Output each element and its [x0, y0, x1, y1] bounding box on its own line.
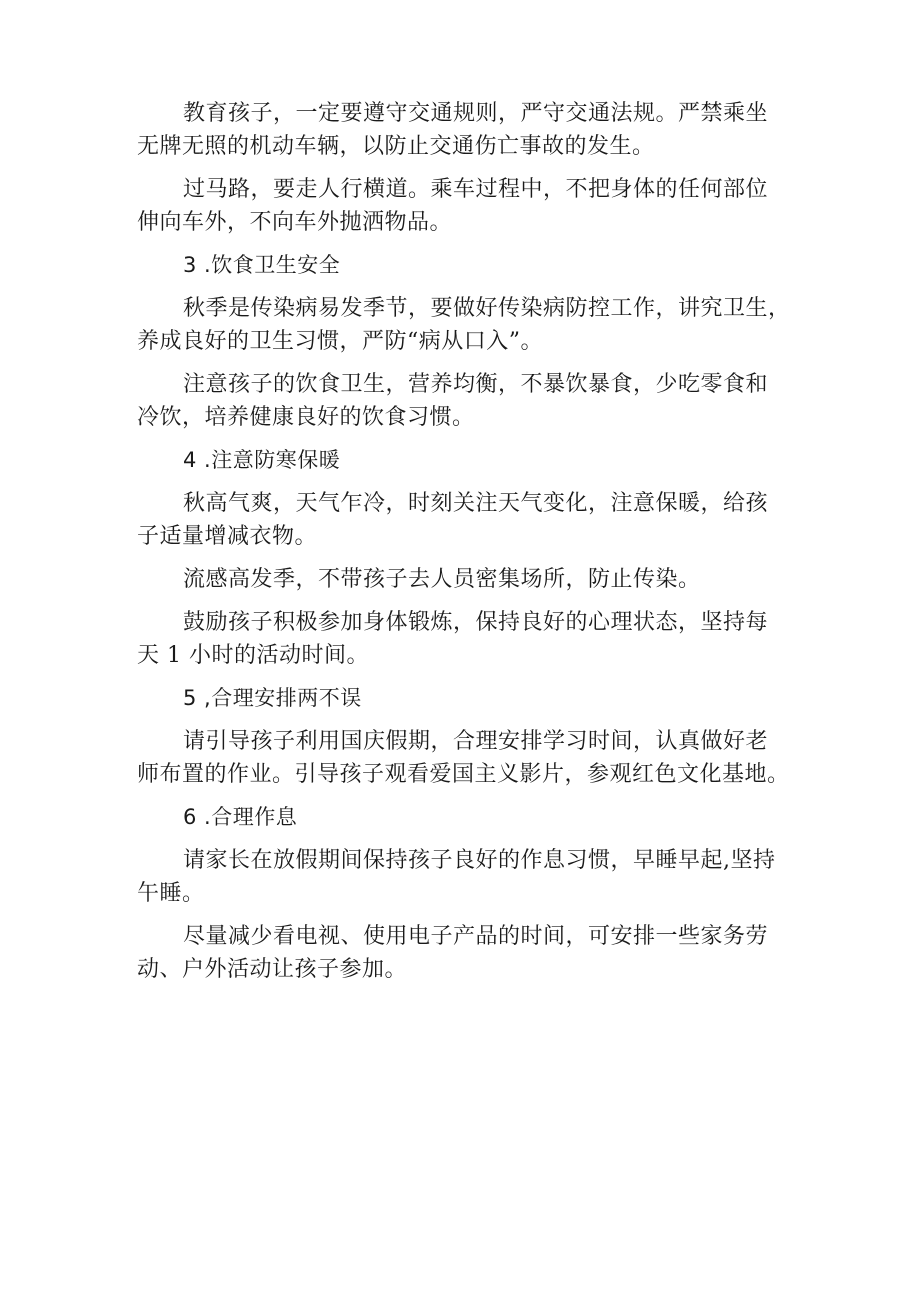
- paragraph-crossing-road: [137, 173, 807, 239]
- text-line: 流感高发季，不带孩子去人员密集场所，防止传染。: [183, 567, 701, 592]
- paragraph-weather: [137, 487, 807, 553]
- paragraph-flu-season: [137, 563, 807, 596]
- text-line: 尽量减少看电视、使用电子产品的时间，可安排一些家务劳: [183, 924, 769, 949]
- section-heading-study-plan: 5 ,合理安排两不误: [183, 686, 362, 710]
- document-body: [137, 97, 807, 996]
- text-line: 冷饮，培养健康良好的饮食习惯。: [137, 405, 475, 430]
- text-line: 秋季是传染病易发季节，要做好传染病防控工作，讲究卫生，: [183, 296, 791, 321]
- text-line: 秋高气爽，天气乍冷，时刻关注天气变化，注意保暖，给孩: [183, 491, 769, 516]
- text-line: 过马路，要走人行横道。乘车过程中，不把身体的任何部位: [183, 177, 769, 202]
- paragraph-exercise: [137, 606, 807, 672]
- paragraph-diet-hygiene: [137, 368, 807, 434]
- text-line: 师布置的作业。引导孩子观看爱国主义影片，参观红色文化基地。: [137, 762, 790, 787]
- text-line: 子适量增减衣物。: [137, 524, 318, 549]
- text-line: 伸向车外，不向车外抛洒物品。: [137, 210, 453, 235]
- paragraph-sleep-habits: [137, 844, 807, 910]
- text-line: 请家长在放假期间保持孩子良好的作息习惯，早睡早起,坚持: [183, 848, 776, 873]
- text-line: 无牌无照的机动车辆，以防止交通伤亡事故的发生。: [137, 134, 655, 159]
- text-line: 天 1 小时的活动时间。: [137, 643, 369, 668]
- text-line: 午睡。: [137, 881, 205, 906]
- text-line: 鼓励孩子积极参加身体锻炼，保持良好的心理状态，坚持每: [183, 610, 769, 635]
- section-heading-food-safety: 3 .饮食卫生安全: [183, 253, 341, 277]
- paragraph-infectious-disease: [137, 292, 807, 358]
- section-heading-routine: 6 .合理作息: [183, 805, 298, 829]
- paragraph-traffic-rules: [137, 97, 807, 163]
- text-line: 教育孩子，一定要遵守交通规则，严守交通法规。严禁乘坐: [183, 101, 769, 126]
- text-line: 动、户外活动让孩子参加。: [137, 957, 408, 982]
- text-line: 请引导孩子利用国庆假期，合理安排学习时间，认真做好老: [183, 729, 769, 754]
- paragraph-holiday-study: [137, 725, 807, 791]
- paragraph-screen-time: [137, 920, 807, 986]
- text-line: 注意孩子的饮食卫生，营养均衡，不暴饮暴食，少吃零食和: [183, 372, 769, 397]
- text-line: 养成良好的卫生习惯，严防“病从口入”。: [137, 329, 543, 354]
- section-heading-keep-warm: 4 .注意防寒保暖: [183, 448, 341, 472]
